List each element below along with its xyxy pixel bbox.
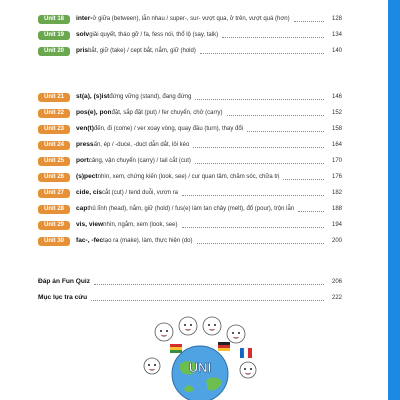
unit-badge: Unit 20 [38, 47, 70, 56]
unit-description: đến, đi (come) / ver xoay vòng, quay đầu (turn), thay đổi [93, 126, 244, 132]
page-number: 128 [331, 16, 342, 22]
toc-row-unit-21[interactable] [38, 91, 342, 103]
unit-description: nhìn, ngắm, xem (look, see) [103, 222, 178, 228]
leader-dots [193, 147, 324, 148]
mascot-globe-illustration [130, 314, 268, 400]
toc-row-unit-18[interactable] [38, 13, 342, 25]
unit-description: cảng, vận chuyển (carry) / tail cắt (cut) [88, 158, 191, 164]
page-number: 182 [331, 190, 342, 196]
leader-dots [283, 179, 324, 180]
unit-description: bắt, giữ (take) / cept bắt, nắm, giữ (hold) [88, 48, 196, 54]
page-number: 194 [331, 222, 342, 228]
leader-dots [222, 37, 324, 38]
page-number: 200 [331, 238, 342, 244]
unit-root: solv [76, 31, 90, 38]
toc-row-unit-19[interactable] [38, 29, 342, 41]
mascot-character [203, 317, 221, 335]
unit-badge: Unit 23 [38, 125, 70, 134]
unit-badge: Unit 22 [38, 109, 70, 118]
unit-description: thủ lĩnh (head), nắm, giữ (hold) / fus(e) làm tan chảy (melt), đổ (pour), trộn lẫn [87, 206, 295, 212]
leader-dots [195, 163, 324, 164]
leader-dots [294, 21, 324, 22]
unit-root: press [76, 141, 94, 148]
leader-dots [94, 284, 324, 285]
toc-row-unit-27[interactable] [38, 187, 342, 199]
toc-row-unit-26[interactable] [38, 171, 342, 183]
leader-dots [197, 243, 324, 244]
leader-dots [195, 99, 324, 100]
page-number: 158 [331, 126, 342, 132]
unit-root: inter- [76, 15, 93, 22]
page-number: 206 [331, 279, 342, 285]
page-number: 222 [331, 295, 342, 301]
toc-row-unit-20[interactable] [38, 45, 342, 57]
flag-icon [240, 348, 252, 358]
toc-row-unit-23[interactable] [38, 123, 342, 135]
page-number: 176 [331, 174, 342, 180]
toc-row-unit-29[interactable] [38, 219, 342, 231]
unit-badge: Unit 18 [38, 15, 70, 24]
unit-description: cắt (cut) / tend duỗi, vươn ra [102, 190, 179, 196]
unit-badge: Unit 21 [38, 93, 70, 102]
unit-root: pos(e), pon [76, 109, 112, 116]
unit-description: ở giữa (between), lẫn nhau / super-, sur- vượt qua, ở trên, vượt quá (hơn) [92, 16, 290, 22]
page-edge-bar [388, 0, 400, 400]
unit-badge: Unit 25 [38, 157, 70, 166]
unit-root: fac-, -fec [76, 237, 104, 244]
unit-badge: Unit 24 [38, 141, 70, 150]
unit-root: (s)pect [76, 173, 98, 180]
mascot-character [144, 358, 160, 374]
unit-description: giải quyết, tháo gỡ / fa, fess nói, thổ lộ (say, talk) [89, 32, 219, 38]
flag-icon [170, 344, 182, 353]
section-title: Đáp án Fun Quiz [38, 278, 91, 285]
unit-badge: Unit 26 [38, 173, 70, 182]
toc-row-index[interactable] [38, 292, 342, 304]
unit-description: đứng vững (stand), đang đứng [109, 94, 192, 100]
toc-row-unit-25[interactable] [38, 155, 342, 167]
flag-icon [218, 342, 230, 351]
unit-root: pris [76, 47, 89, 54]
page-number: 146 [331, 94, 342, 100]
toc-row-fun-quiz-answers[interactable] [38, 276, 342, 288]
unit-description: nhìn, xem, chứng kiến (look, see) / cur quan tâm, chăm sóc, chữa trị [97, 174, 280, 180]
unit-root: cap [76, 205, 88, 212]
unit-root: cide, cis [76, 189, 103, 196]
toc-row-unit-22[interactable] [38, 107, 342, 119]
mascot-character [179, 317, 197, 335]
unit-root: st(a), (s)ist [76, 93, 110, 100]
leader-dots [247, 131, 324, 132]
unit-root: port [76, 157, 89, 164]
page-number: 188 [331, 206, 342, 212]
unit-badge: Unit 19 [38, 31, 70, 40]
toc-row-unit-24[interactable] [38, 139, 342, 151]
page-number: 134 [331, 32, 342, 38]
unit-description: ấn, ép / -duce, -duct dẫn dắt, lôi kéo [93, 142, 190, 148]
leader-dots [182, 195, 324, 196]
leader-dots [298, 211, 324, 212]
unit-badge: Unit 30 [38, 237, 70, 246]
unit-badge: Unit 29 [38, 221, 70, 230]
unit-root: vis, view [76, 221, 104, 228]
page-number: 164 [331, 142, 342, 148]
unit-badge: Unit 28 [38, 205, 70, 214]
leader-dots [182, 227, 324, 228]
page-number: 140 [331, 48, 342, 54]
mascot-character [227, 325, 245, 343]
toc-row-unit-30[interactable] [38, 235, 342, 247]
leader-dots [91, 300, 324, 301]
mascot-text: UNI [188, 360, 212, 375]
unit-description: tạo ra (make), làm, thực hiện (do) [103, 238, 193, 244]
unit-badge: Unit 27 [38, 189, 70, 198]
unit-root: ven(t) [76, 125, 94, 132]
unit-description: đặt, sắp đặt (put) / fer chuyển, chở (carry) [111, 110, 223, 116]
section-title: Mục lục tra cứu [38, 294, 88, 301]
toc-row-unit-28[interactable] [38, 203, 342, 215]
leader-dots [227, 115, 324, 116]
mascot-character [155, 323, 173, 341]
mascot-character [240, 362, 256, 378]
leader-dots [200, 53, 324, 54]
page-number: 152 [331, 110, 342, 116]
page-number: 170 [331, 158, 342, 164]
